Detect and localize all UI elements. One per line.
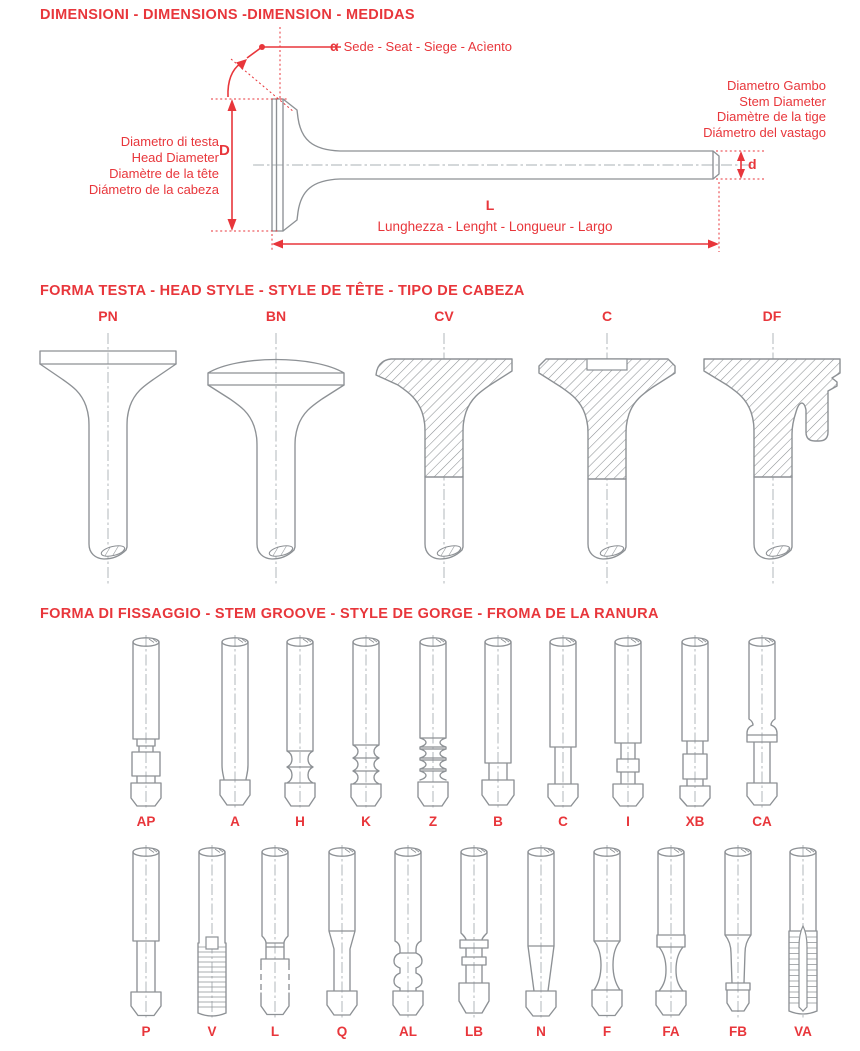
stem-groove-item [643, 843, 699, 1039]
length-symbol: L [485, 197, 495, 213]
head-style-drawing-DF [689, 329, 855, 591]
head-diameter-line: Diamètre de la tête [109, 166, 219, 181]
head-style-drawing-CV [361, 329, 527, 591]
stem-groove-drawing-L [247, 843, 303, 1021]
stem-groove-item [775, 843, 831, 1039]
stem-groove-drawing-A [207, 633, 263, 811]
stem-diameter-symbol: d [748, 156, 757, 172]
seat-label-text: Sede - Seat - Siege - Acìento [343, 39, 512, 54]
head-style-item [524, 308, 690, 591]
stem-groove-item [338, 633, 394, 829]
stem-groove-drawing-P [118, 843, 174, 1021]
stem-groove-item [184, 843, 240, 1039]
stem-groove-code: FA [662, 1024, 680, 1039]
stem-groove-item [734, 633, 790, 829]
stem-groove-code: LB [465, 1024, 483, 1039]
stem-groove-code: A [230, 814, 240, 829]
head-recess-notch [587, 359, 627, 370]
head-style-drawing-PN [25, 329, 191, 591]
head-style-code: PN [98, 308, 118, 324]
head-style-section-title: FORMA TESTA - HEAD STYLE - STYLE DE TÊTE - TIPO DE CABEZA [40, 283, 525, 299]
stem-groove-item [405, 633, 461, 829]
seat-angle-label [330, 39, 512, 55]
stem-groove-item [710, 843, 766, 1039]
stem-groove-drawing-FB [710, 843, 766, 1021]
stem-groove-drawing-N [513, 843, 569, 1021]
stem-groove-code: XB [685, 814, 705, 829]
tap-core-section [799, 926, 807, 1011]
stem-groove-code: F [602, 1024, 612, 1039]
stem-groove-item [667, 633, 723, 829]
head-style-item [689, 308, 855, 591]
head-style-item [361, 308, 527, 591]
stem-groove-code: C [558, 814, 568, 829]
stem-groove-item [600, 633, 656, 829]
stem-groove-drawing-V [184, 843, 240, 1021]
stem-diameter-line: Diamètre de la tige [716, 109, 826, 124]
stem-groove-drawing-LB [446, 843, 502, 1021]
head-diameter-symbol: D [219, 142, 230, 159]
stem-groove-item [513, 843, 569, 1039]
valve-profile [253, 99, 752, 231]
stem-groove-code: I [626, 814, 630, 829]
head-diameter-line: Head Diameter [131, 150, 219, 165]
stem-groove-item [470, 633, 526, 829]
length-arrow [272, 240, 719, 249]
head-diameter-line: Diametro di testa [120, 134, 219, 149]
stem-groove-drawing-AL [380, 843, 436, 1021]
head-diameter-label [89, 134, 219, 198]
stem-groove-code: V [207, 1024, 217, 1039]
stem-diameter-line: Diametro Gambo [727, 78, 826, 93]
stem-groove-section-title: FORMA DI FISSAGGIO - STEM GROOVE - STYLE DE GORGE - FROMA DE LA RANURA [40, 606, 659, 622]
head-style-code: CV [434, 308, 454, 324]
head-style-code: DF [762, 308, 782, 324]
stem-groove-drawing-AP [118, 633, 174, 811]
stem-diameter-line: Stem Diameter [739, 93, 826, 109]
head-style-code: C [601, 308, 613, 324]
stem-groove-code: H [295, 814, 305, 829]
stem-groove-drawing-Z [405, 633, 461, 811]
stem-groove-code: AL [399, 1024, 417, 1039]
stem-groove-code: Z [428, 814, 438, 829]
stem-groove-item [207, 633, 263, 829]
stem-groove-item [118, 843, 174, 1039]
head-diameter-line: Diámetro de la cabeza [88, 182, 219, 197]
stem-groove-code: N [536, 1024, 546, 1039]
length-label: Lunghezza - Lenght - Longueur - Largo [377, 219, 613, 234]
stem-groove-code: Q [336, 1024, 348, 1039]
angle-arc-arrow [228, 44, 341, 97]
stem-groove-code: CA [752, 814, 772, 829]
stem-groove-item [314, 843, 370, 1039]
stem-groove-drawing-H [272, 633, 328, 811]
stem-groove-code: AP [136, 814, 156, 829]
stem-groove-drawing-K [338, 633, 394, 811]
stem-groove-code: L [270, 1024, 280, 1039]
head-diameter-arrow [228, 99, 237, 231]
stem-groove-item [118, 633, 174, 829]
stem-groove-code: B [493, 814, 503, 829]
alpha-symbol: α [330, 38, 339, 54]
stem-groove-item [535, 633, 591, 829]
stem-groove-drawing-F [579, 843, 635, 1021]
stem-diameter-line: Diámetro del vastago [703, 124, 826, 140]
stem-groove-code: VA [794, 1024, 812, 1039]
stem-groove-code: K [361, 814, 371, 829]
stem-groove-drawing-CA [734, 633, 790, 811]
stem-groove-item [579, 843, 635, 1039]
head-style-code: BN [265, 308, 287, 324]
stem-key-tab [206, 937, 218, 949]
stem-groove-item [272, 633, 328, 829]
dimensions-section-title: DIMENSIONI - DIMENSIONS -DIMENSION - MEDIDAS [40, 7, 415, 23]
stem-groove-drawing-I [600, 633, 656, 811]
stem-groove-item [446, 843, 502, 1039]
stem-groove-code: P [141, 1024, 151, 1039]
stem-groove-drawing-C [535, 633, 591, 811]
stem-groove-item [380, 843, 436, 1039]
stem-groove-drawing-VA [775, 843, 831, 1021]
stem-groove-code: FB [729, 1024, 747, 1039]
stem-groove-drawing-B [470, 633, 526, 811]
stem-groove-item [247, 843, 303, 1039]
stem-diameter-label [703, 78, 826, 140]
head-style-item [193, 308, 359, 591]
head-style-item [25, 308, 191, 591]
stem-groove-drawing-XB [667, 633, 723, 811]
head-style-drawing-BN [193, 329, 359, 591]
stem-groove-drawing-FA [643, 843, 699, 1021]
stem-groove-drawing-Q [314, 843, 370, 1021]
head-style-drawing-C [524, 329, 690, 591]
